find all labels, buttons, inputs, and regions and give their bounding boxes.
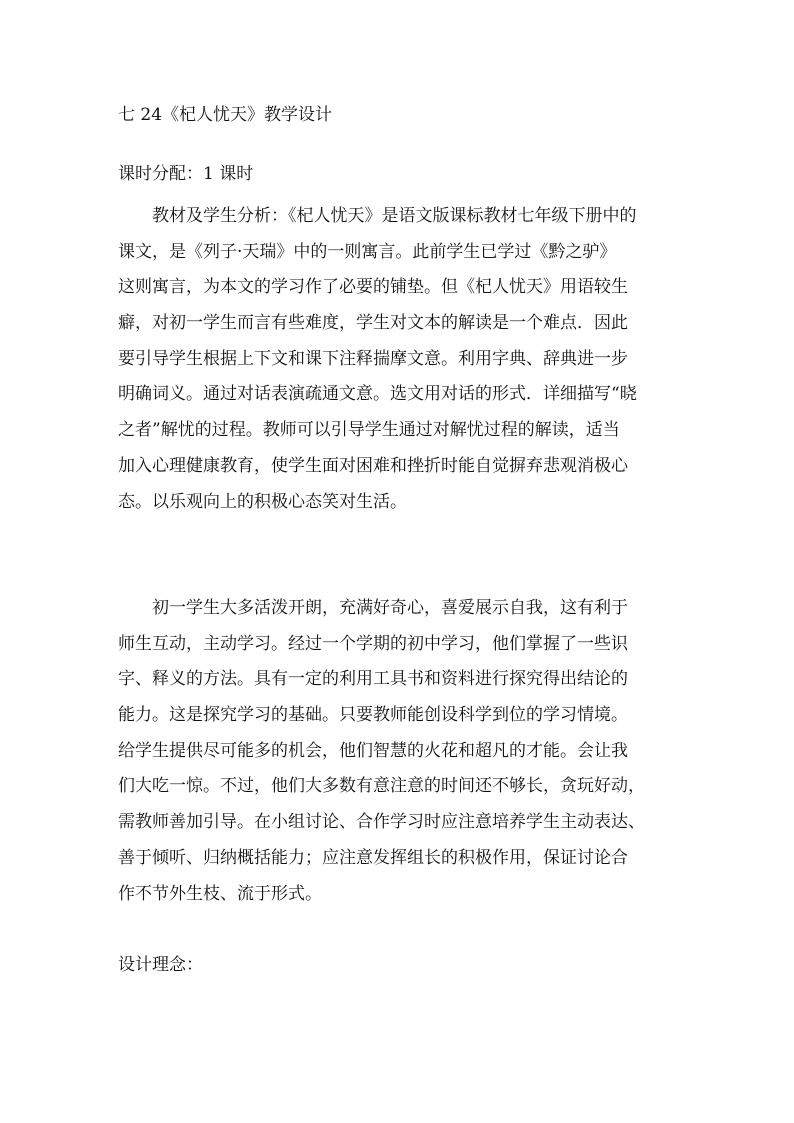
- paragraph-line: 需教师善加引导。在小组讨论、合作学习时应注意培养学生主动表达、: [118, 812, 645, 833]
- student-paragraph: [118, 591, 678, 912]
- paragraph-line: 作不节外生枝、流于形式。: [118, 883, 322, 904]
- paragraph-line: 加入心理健康教育，使学生面对困难和挫折时能自觉摒弃悲观消极心: [118, 455, 628, 476]
- document-title: 七 24《杞人忧天》教学设计: [118, 105, 333, 125]
- class-hours: [118, 157, 678, 193]
- paragraph-line: 这则寓言，为本文的学习作了必要的铺垫。但《杞人忧天》用语较生: [118, 277, 628, 298]
- paragraph-line: 癖，对初一学生而言有些难度，学生对文本的解读是一个难点．因此: [118, 313, 628, 334]
- paragraph-line: 态。以乐观向上的积极心态笑对生活。: [118, 491, 407, 512]
- paragraph-line: 要引导学生根据上下文和课下注释揣摩文意。利用字典、辞典进一步: [118, 348, 628, 369]
- paragraph-line: 师生互动，主动学习。经过一个学期的初中学习，他们掌握了一些识: [118, 633, 628, 654]
- analysis-paragraph: [118, 199, 678, 520]
- design-heading-block: [118, 948, 678, 984]
- design-heading: 设计理念：: [118, 955, 203, 975]
- paragraph-line: 之者”解忧的过程。教师可以引导学生通过对解忧过程的解读，适当: [118, 420, 620, 441]
- class-hours-line: 课时分配：1 课时: [118, 164, 254, 184]
- paragraph-line: 字、释义的方法。具有一定的利用工具书和资料进行探究得出结论的: [118, 669, 628, 690]
- paragraph-line: 们大吃一惊。不过，他们大多数有意注意的时间还不够长，贪玩好动，: [118, 776, 645, 797]
- paragraph-line: 初一学生大多活泼开朗，充满好奇心，喜爱展示自我，这有利于: [118, 598, 628, 618]
- paragraph-line: 明确词义。通过对话表演疏通文意。选文用对话的形式．详细描写“晓: [118, 384, 637, 405]
- paragraph-line: 善于倾听、归纳概括能力；应注意发挥组长的积极作用，保证讨论合: [118, 847, 628, 868]
- paragraph-line: 教材及学生分析：《杞人忧天》是语文版课标教材七年级下册中的: [118, 206, 637, 226]
- paragraph-line: 课文，是《列子·天瑞》中的一则寓言。此前学生已学过《黔之驴》: [118, 241, 617, 262]
- paragraph-line: 给学生提供尽可能多的机会，他们智慧的火花和超凡的才能。会让我: [118, 740, 628, 761]
- paragraph-line: 能力。这是探究学习的基础。只要教师能创设科学到位的学习情境。: [118, 705, 628, 726]
